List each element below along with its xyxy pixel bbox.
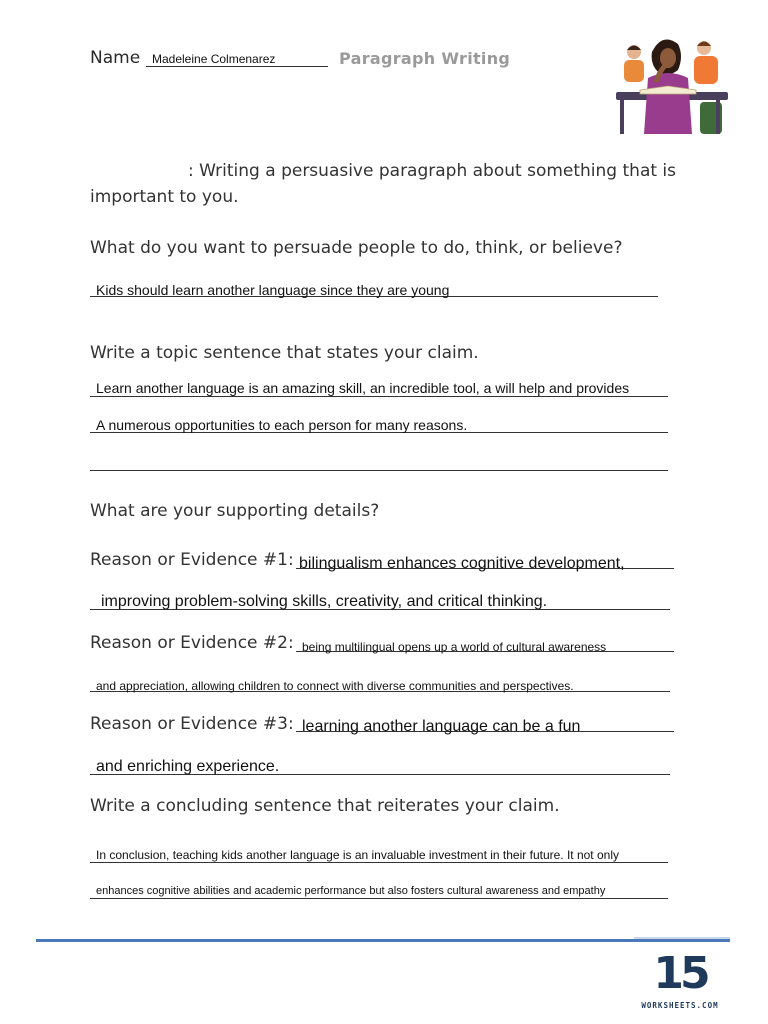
reason-3-answer-line-2[interactable]: and enriching experience. (96, 758, 280, 775)
answer-line (90, 396, 668, 397)
reason-3-answer-line-1[interactable]: learning another language can be a fun (302, 718, 581, 735)
worksheets-logo (640, 948, 724, 1014)
reason-3-label: Reason or Evidence #3: (90, 714, 294, 734)
logo-text: WORKSHEETS.COM (641, 1001, 719, 1010)
answer-line-empty[interactable] (90, 470, 668, 471)
reason-1-answer-line-2[interactable]: improving problem-solving skills, creativity, and critical thinking. (101, 593, 548, 610)
reason-1-answer-line-1[interactable]: bilingualism enhances cognitive development, (299, 555, 625, 572)
answer-line (90, 862, 668, 863)
footer-divider (36, 939, 730, 942)
conclusion-answer-line-2[interactable]: enhances cognitive abilities and academic performance but also fosters cultural awareness and empathy (96, 885, 606, 897)
student-left-shirt (624, 60, 644, 82)
name-field[interactable]: Madeleine Colmenarez (152, 52, 276, 66)
logo-number: 15 (653, 948, 707, 999)
name-underline (146, 66, 328, 67)
reason-1-label: Reason or Evidence #1: (90, 550, 294, 570)
desk-leg-left (620, 100, 624, 134)
reason-2-answer-line-1[interactable]: being multilingual opens up a world of cultural awareness (302, 640, 607, 654)
reason-2-answer-line-2[interactable]: and appreciation, allowing children to connect with diverse communities and perspectives. (96, 679, 574, 693)
question-topic-sentence: Write a topic sentence that states your claim. (90, 343, 479, 363)
name-label: Name (90, 48, 141, 68)
question-persuade: What do you want to persuade people to do, think, or believe? (90, 238, 623, 258)
prompt-line-2: important to you. (90, 187, 239, 207)
desk-leg-right (716, 100, 720, 134)
question-concluding-sentence: Write a concluding sentence that reiterates your claim. (90, 796, 560, 816)
answer-persuade[interactable]: Kids should learn another language since they are young (96, 282, 450, 298)
student-right-hair (697, 42, 711, 47)
answer-topic-line-1[interactable]: Learn another language is an amazing skill, an incredible tool, a will help and provides (96, 380, 630, 396)
reason-2-label: Reason or Evidence #2: (90, 633, 294, 653)
answer-topic-line-2[interactable]: A numerous opportunities to each person for many reasons. (96, 417, 468, 433)
answer-line (90, 898, 668, 899)
question-supporting-details: What are your supporting details? (90, 501, 380, 521)
student-right-shirt (694, 56, 718, 84)
worksheet-title: Paragraph Writing (339, 49, 511, 68)
prompt-line-1: : Writing a persuasive paragraph about something that is (188, 161, 677, 181)
woman-dress (644, 73, 692, 134)
conclusion-answer-line-1[interactable]: In conclusion, teaching kids another language is an invaluable investment in their future. It not only (96, 848, 619, 862)
students-studying-illustration (612, 34, 730, 138)
student-left-hair (627, 46, 641, 51)
